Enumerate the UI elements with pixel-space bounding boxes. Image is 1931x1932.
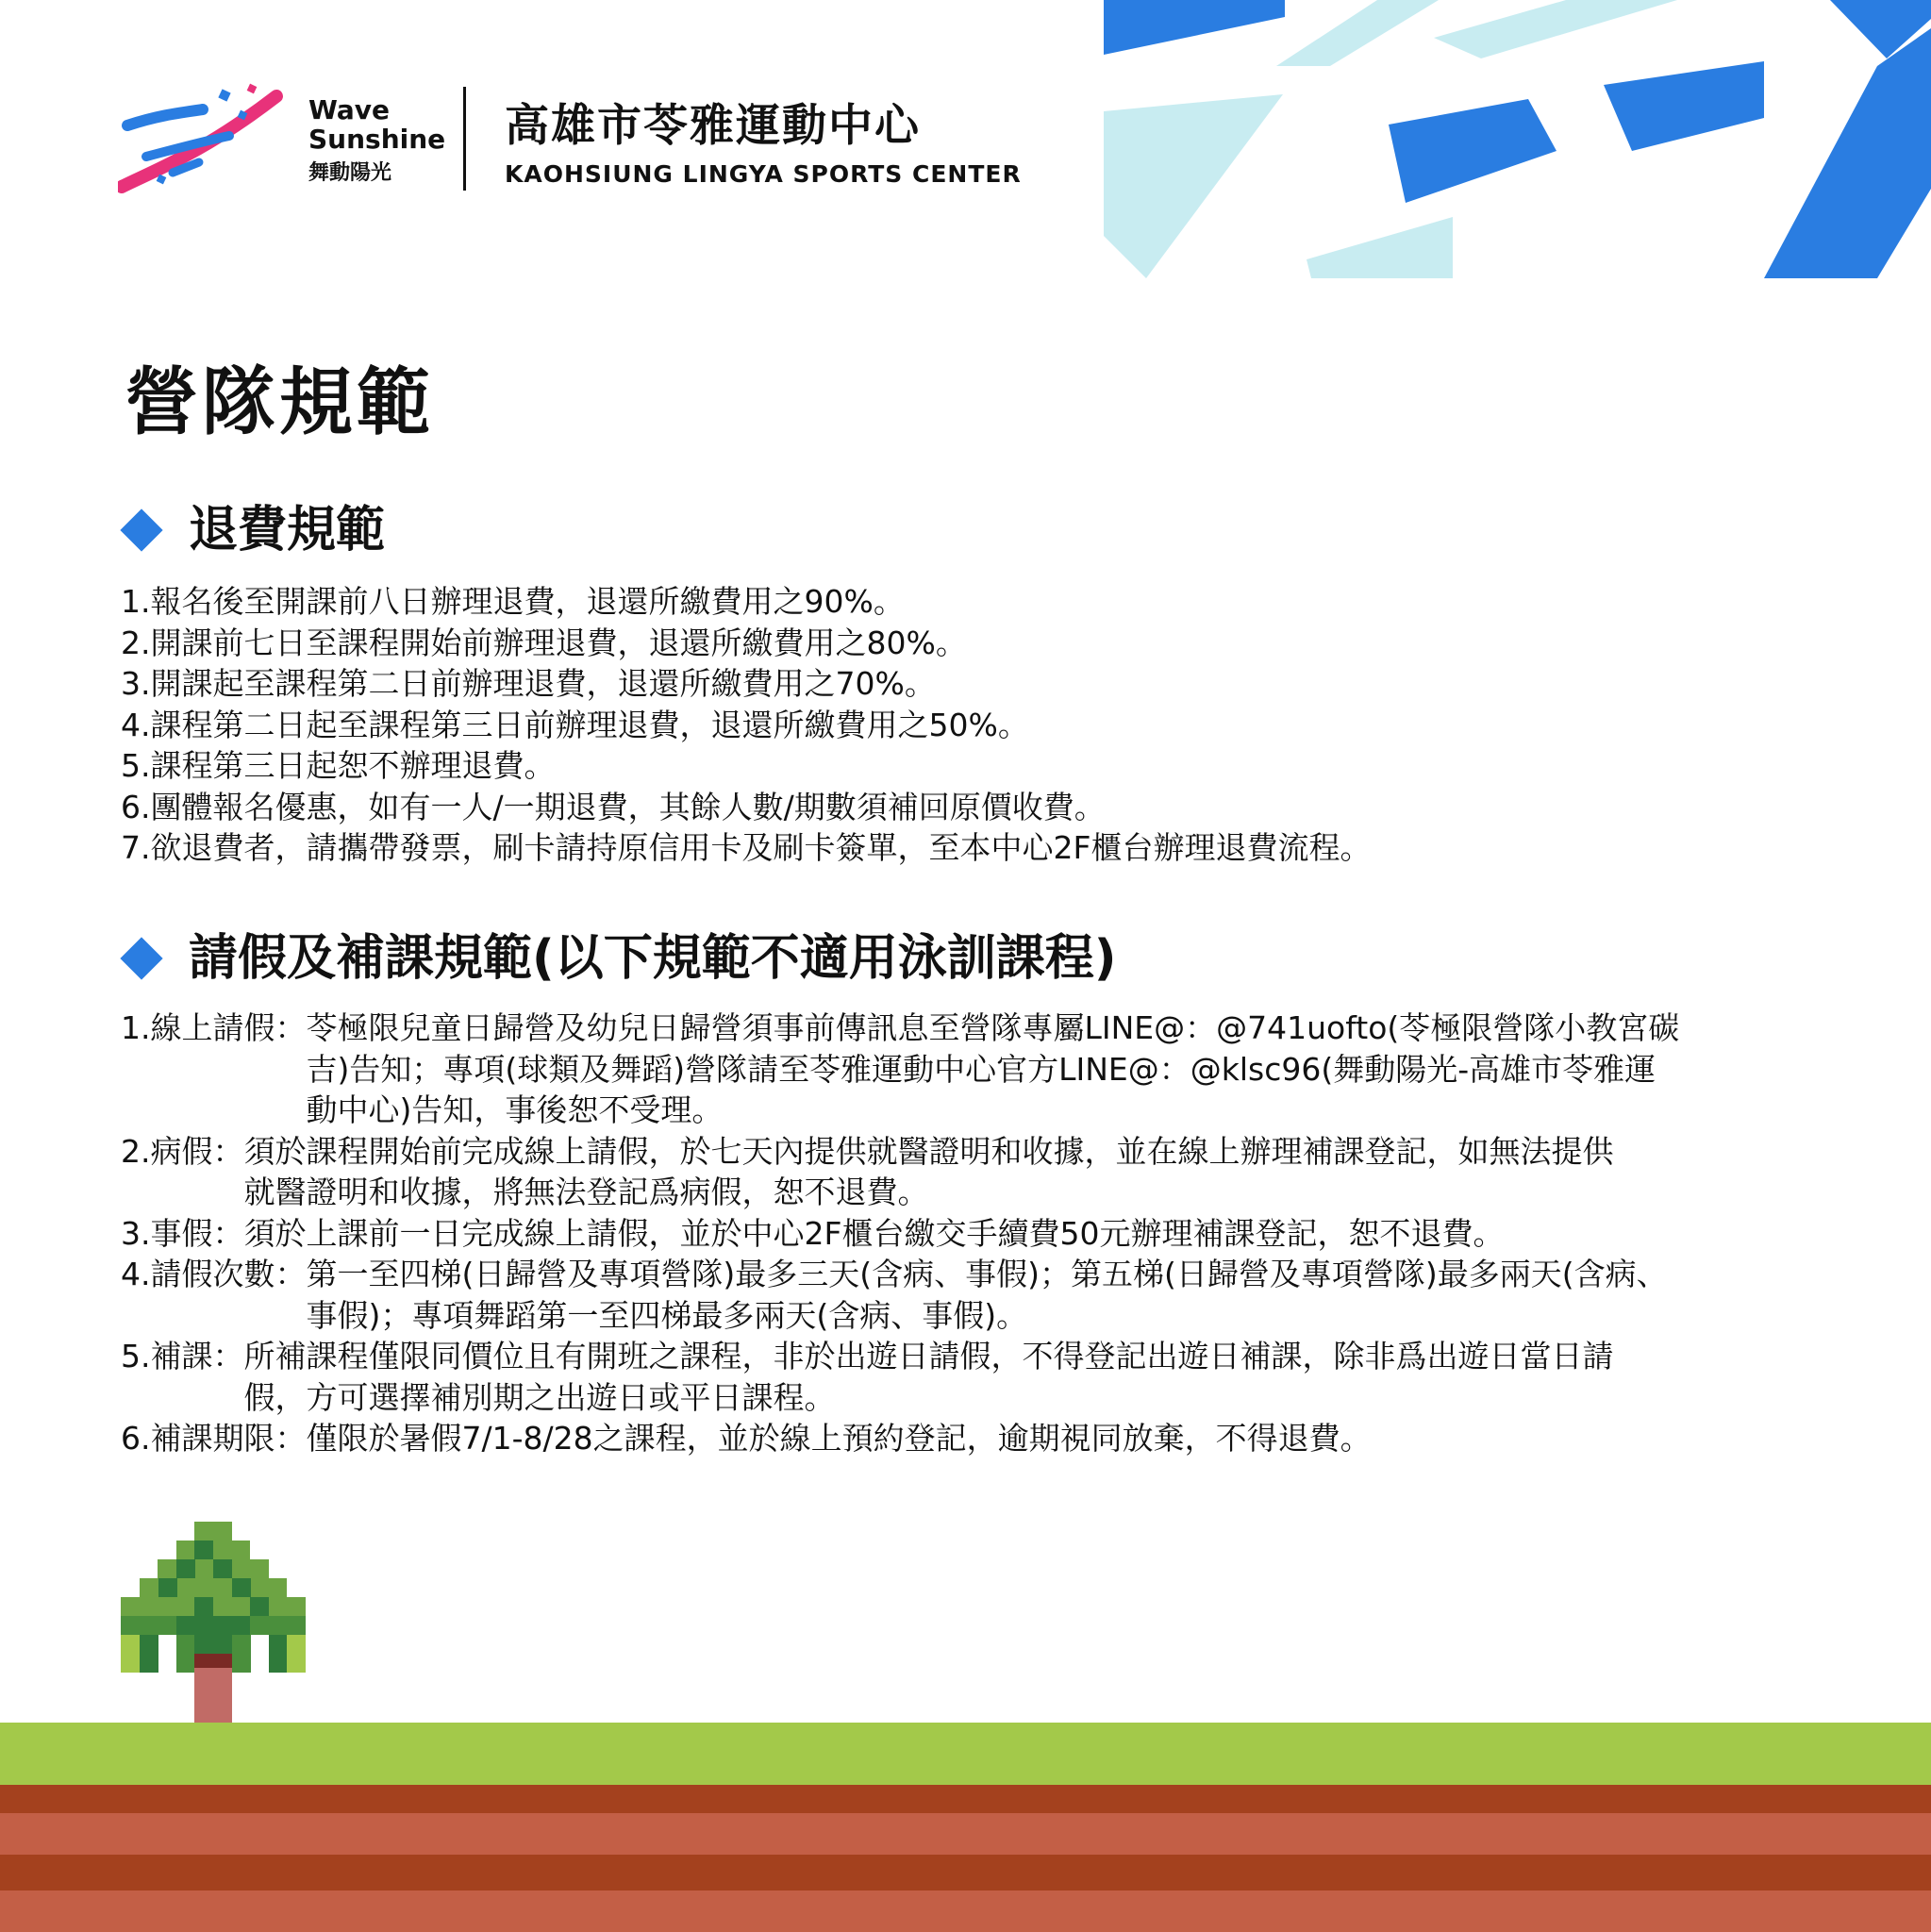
item-line: 第一至四梯(日歸營及專項營隊)最多三天(含病、事假)；第五梯(日歸營及專項營隊)最多兩天(含病、: [306, 1256, 1668, 1292]
pixel-tree-icon: [121, 1522, 306, 1724]
diamond-icon: [120, 937, 162, 979]
decorative-stripes: [1104, 0, 1931, 278]
list-item: [121, 1254, 1679, 1336]
item-label: 6.補課期限：: [121, 1420, 307, 1457]
logo-en-line1: Wave: [308, 94, 391, 125]
item-label: 1.線上請假：: [121, 1009, 307, 1046]
pixel-ground: [0, 1723, 1931, 1932]
refund-heading-text: 退費規範: [189, 502, 386, 558]
list-item: 5.課程第三日起恕不辦理退費。: [121, 747, 556, 784]
refund-list: [121, 581, 1371, 869]
item-label: 5.補課：: [121, 1338, 244, 1374]
center-name-zh: 高雄市苓雅運動中心: [505, 100, 921, 152]
item-line: 僅限於暑假7/1-8/28之課程，並於線上預約登記，逾期視同放棄，不得退費。: [306, 1420, 1372, 1457]
leave-heading: [121, 930, 1117, 987]
logo-wordmark: [308, 96, 445, 185]
list-item: 6.團體報名優惠，如有一人/一期退費，其餘人數/期數須補回原價收費。: [121, 788, 1106, 825]
item-line: 苓極限兒童日歸營及幼兒日歸營須事前傳訊息至營隊專屬LINE@：@741uofto(苓極限營隊小教宮碳: [306, 1009, 1680, 1046]
logo-en-line2: Sunshine: [308, 123, 446, 155]
item-line: 就醫證明和收據，將無法登記爲病假，恕不退費。: [243, 1174, 929, 1210]
item-line: 事假)；專項舞蹈第一至四梯最多兩天(含病、事假)。: [306, 1296, 1028, 1334]
item-line: 須於課程開始前完成線上請假，於七天內提供就醫證明和收據，並在線上辦理補課登記，如無法提供: [243, 1132, 1614, 1170]
list-item: 3.開課起至課程第二日前辦理退費，退還所繳費用之70%。: [121, 665, 936, 702]
list-item: 4.課程第二日起至課程第三日前辦理退費，退還所繳費用之50%。: [121, 706, 1029, 743]
item-label: 2.病假：: [121, 1132, 244, 1170]
list-item: [121, 1131, 1679, 1213]
diamond-icon: [120, 508, 162, 551]
item-label: 3.事假：: [121, 1214, 244, 1252]
leave-heading-text: 請假及補課規範(以下規範不適用泳訓課程): [189, 930, 1117, 987]
list-item: 7.欲退費者，請攜帶發票，刷卡請持原信用卡及刷卡簽單，至本中心2F櫃台辦理退費流程。: [121, 829, 1372, 866]
list-item: [121, 1008, 1679, 1131]
list-item: 2.開課前七日至課程開始前辦理退費，退還所繳費用之80%。: [121, 624, 967, 661]
list-item: [121, 1213, 1679, 1255]
list-item: 1.報名後至開課前八日辦理退費，退還所繳費用之90%。: [121, 583, 905, 620]
logo-divider: [463, 87, 466, 191]
wave-sunshine-logo-icon: [118, 83, 288, 196]
item-label: 4.請假次數：: [121, 1256, 307, 1292]
logo-zh: 舞動陽光: [308, 160, 392, 185]
list-item: [121, 1418, 1679, 1459]
refund-heading: [121, 502, 386, 558]
center-name: [505, 102, 1022, 188]
leave-list: [121, 1008, 1679, 1459]
item-line: 假，方可選擇補別期之出遊日或平日課程。: [243, 1378, 836, 1416]
item-line: 吉)告知；專項(球類及舞蹈)營隊請至苓雅運動中心官方LINE@：@klsc96(舞動陽光-高雄市苓雅運: [306, 1050, 1656, 1088]
page-title: 營隊規範: [125, 360, 435, 445]
item-line: 所補課程僅限同價位且有開班之課程，非於出遊日請假，不得登記出遊日補課，除非爲出遊日當日請: [243, 1338, 1614, 1374]
center-name-en: KAOHSIUNG LINGYA SPORTS CENTER: [505, 159, 1022, 188]
item-line: 須於上課前一日完成線上請假，並於中心2F櫃台繳交手續費50元辦理補課登記，恕不退費。: [243, 1214, 1505, 1252]
list-item: [121, 1336, 1679, 1418]
item-line: 動中心)告知，事後恕不受理。: [306, 1091, 724, 1128]
